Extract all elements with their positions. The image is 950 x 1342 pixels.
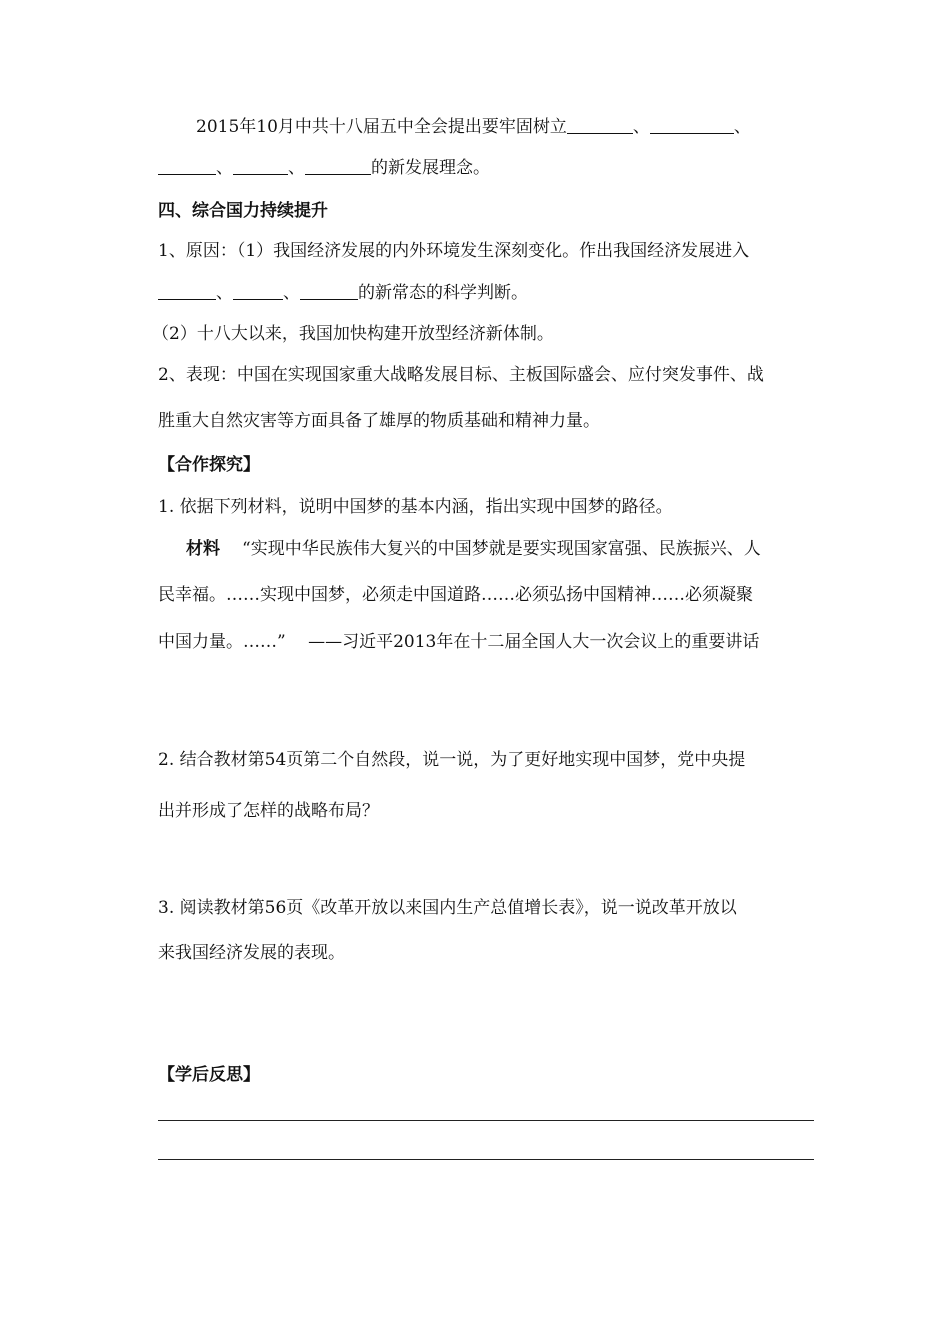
blank-concept-2[interactable] (650, 117, 734, 134)
separator: 、 (288, 158, 305, 178)
reason-line2-suffix: 的新常态的科学判断。 (358, 283, 528, 303)
material-line2: 民幸福。……实现中国梦，必须走中国道路……必须弘扬中国精神……必须凝聚 (158, 585, 753, 605)
concept-sentence-line1 (196, 115, 751, 139)
material-label: 材料 (186, 539, 220, 559)
material-text-1: “实现中华民族伟大复兴的中国梦就是要实现国家富强、民族振兴、人 (242, 539, 761, 559)
separator: 、 (216, 158, 233, 178)
reason-line2 (158, 281, 528, 305)
performance-line1: 2、表现：中国在实现国家重大战略发展目标、主板国际盛会、应付突发事件、战 (158, 365, 764, 385)
question-2-line1: 2. 结合教材第54页第二个自然段，说一说，为了更好地实现中国梦，党中央提 (158, 750, 746, 770)
section-heading: 四、综合国力持续提升 (158, 201, 328, 221)
concept-sentence-prefix: 2015年10月中共十八届五中全会提出要牢固树立 (196, 117, 567, 137)
question-1: 1. 依据下列材料，说明中国梦的基本内涵，指出实现中国梦的路径。 (158, 497, 673, 517)
separator: 、 (216, 283, 233, 303)
material-line1 (186, 537, 761, 561)
reflection-answer-line-1[interactable] (158, 1120, 814, 1121)
blank-concept-5[interactable] (305, 158, 371, 175)
blank-concept-1[interactable] (567, 117, 633, 134)
performance-line2: 胜重大自然灾害等方面具备了雄厚的物质基础和精神力量。 (158, 411, 600, 431)
question-3-line1: 3. 阅读教材第56页《改革开放以来国内生产总值增长表》，说一说改革开放以 (158, 898, 737, 918)
concept-sentence-suffix: 的新发展理念。 (371, 158, 490, 178)
reflection-answer-line-2[interactable] (158, 1159, 814, 1160)
reason-2-line: （2）十八大以来，我国加快构建开放型经济新体制。 (152, 324, 554, 344)
reason-line1: 1、原因：（1）我国经济发展的内外环境发生深刻变化。作出我国经济发展进入 (158, 241, 750, 261)
coop-heading: 【合作探究】 (158, 455, 260, 475)
separator: 、 (733, 117, 751, 137)
reflection-heading: 【学后反思】 (158, 1065, 260, 1085)
blank-concept-4[interactable] (233, 158, 288, 175)
question-2-line2: 出并形成了怎样的战略布局？ (158, 801, 379, 821)
question-3-line2: 来我国经济发展的表现。 (158, 943, 345, 963)
blank-concept-3[interactable] (158, 158, 216, 175)
separator: 、 (632, 117, 650, 137)
blank-new-normal-3[interactable] (300, 283, 358, 300)
separator: 、 (283, 283, 300, 303)
blank-new-normal-1[interactable] (158, 283, 216, 300)
concept-sentence-line2 (158, 156, 490, 180)
material-line3: 中国力量。……” ——习近平2013年在十二届全国人大一次会议上的重要讲话 (158, 632, 760, 652)
blank-new-normal-2[interactable] (233, 283, 283, 300)
